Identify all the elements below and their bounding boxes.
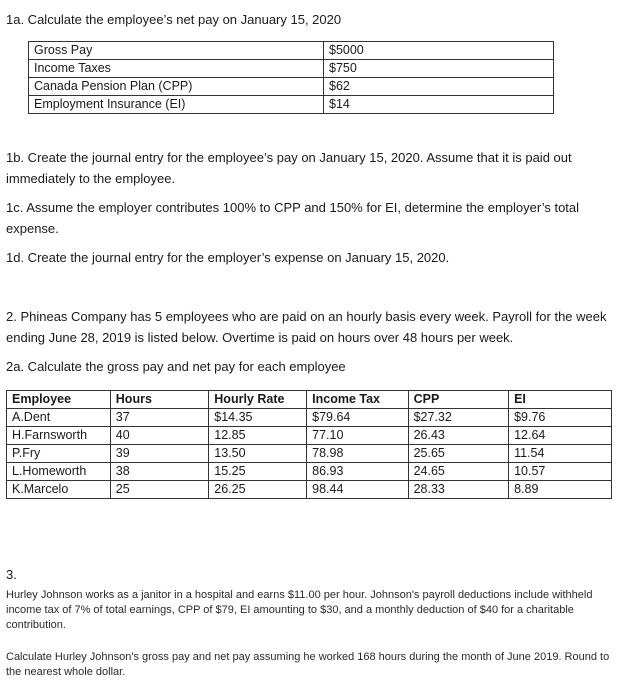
table-cell: 77.10 [307, 427, 408, 445]
table-cell: 12.85 [209, 427, 307, 445]
question-1b: 1b. Create the journal entry for the employee’s pay on January 15, 2020. Assume that it is paid out immediately to the employee. [6, 150, 572, 186]
table-row [29, 42, 554, 60]
column-header: Hours [110, 391, 209, 409]
table-cell: 78.98 [307, 445, 408, 463]
table-cell: H.Farnsworth [7, 427, 111, 445]
table-cell: 24.65 [408, 463, 509, 481]
column-header: Employee [7, 391, 111, 409]
table-cell: K.Marcelo [7, 481, 111, 499]
table-cell: 40 [110, 427, 209, 445]
table-cell: 39 [110, 445, 209, 463]
table-row [7, 409, 612, 427]
pay-item-label: Income Taxes [29, 60, 324, 78]
table-cell: L.Homeworth [7, 463, 111, 481]
table-header-row [7, 391, 612, 409]
pay-item-label: Gross Pay [29, 42, 324, 60]
table-cell: 37 [110, 409, 209, 427]
column-header: CPP [408, 391, 509, 409]
table-cell: 26.25 [209, 481, 307, 499]
question-1c: 1c. Assume the employer contributes 100% to CPP and 150% for EI, determine the employer’s total expense. [6, 200, 580, 236]
question-1d: 1d. Create the journal entry for the employer’s expense on January 15, 2020. [6, 250, 450, 265]
table-row [7, 463, 612, 481]
table-cell: 25 [110, 481, 209, 499]
pay-table [28, 41, 554, 114]
table-row [29, 60, 554, 78]
column-header: Income Tax [307, 391, 408, 409]
table-cell: $27.32 [408, 409, 509, 427]
table-cell: 25.65 [408, 445, 509, 463]
table-cell: 11.54 [509, 445, 612, 463]
table-row [7, 427, 612, 445]
employee-table [6, 390, 612, 499]
table-cell: 15.25 [209, 463, 307, 481]
question-1a: 1a. Calculate the employee’s net pay on January 15, 2020 [6, 12, 342, 27]
table-row [29, 78, 554, 96]
question-2: 2. Phineas Company has 5 employees who are paid on an hourly basis every week. Payroll for the week ending June 28, 2019 is listed below. Overtime is paid on hours over 48 hours per week. [6, 309, 607, 345]
table-cell: $79.64 [307, 409, 408, 427]
pay-item-amount: $62 [324, 78, 554, 96]
table-cell: 13.50 [209, 445, 307, 463]
table-cell: 86.93 [307, 463, 408, 481]
table-cell: P.Fry [7, 445, 111, 463]
table-cell: 98.44 [307, 481, 408, 499]
table-cell: 26.43 [408, 427, 509, 445]
question-3-task: Calculate Hurley Johnson's gross pay and net pay assuming he worked 168 hours during the month of June 2019. Round to the nearest whole dollar. [6, 651, 610, 678]
table-cell: $14.35 [209, 409, 307, 427]
table-cell: 38 [110, 463, 209, 481]
table-cell: A.Dent [7, 409, 111, 427]
table-row [29, 96, 554, 114]
question-3-text: Hurley Johnson works as a janitor in a hospital and earns $11.00 per hour. Johnson's payroll deductions include withheld income tax of 7% of total earnings, CPP of $79, EI amounting to $30, and a monthly deduction of $40 for a charitable contribution. [6, 589, 593, 631]
table-cell: 28.33 [408, 481, 509, 499]
column-header: EI [509, 391, 612, 409]
table-row [7, 445, 612, 463]
table-cell: 8.89 [509, 481, 612, 499]
pay-item-amount: $14 [324, 96, 554, 114]
question-3-number: 3. [6, 567, 17, 582]
table-cell: 10.57 [509, 463, 612, 481]
pay-item-label: Employment Insurance (EI) [29, 96, 324, 114]
pay-item-amount: $5000 [324, 42, 554, 60]
question-2a: 2a. Calculate the gross pay and net pay for each employee [6, 359, 346, 374]
table-cell: 12.64 [509, 427, 612, 445]
pay-item-amount: $750 [324, 60, 554, 78]
pay-item-label: Canada Pension Plan (CPP) [29, 78, 324, 96]
table-cell: $9.76 [509, 409, 612, 427]
column-header: Hourly Rate [209, 391, 307, 409]
table-row [7, 481, 612, 499]
